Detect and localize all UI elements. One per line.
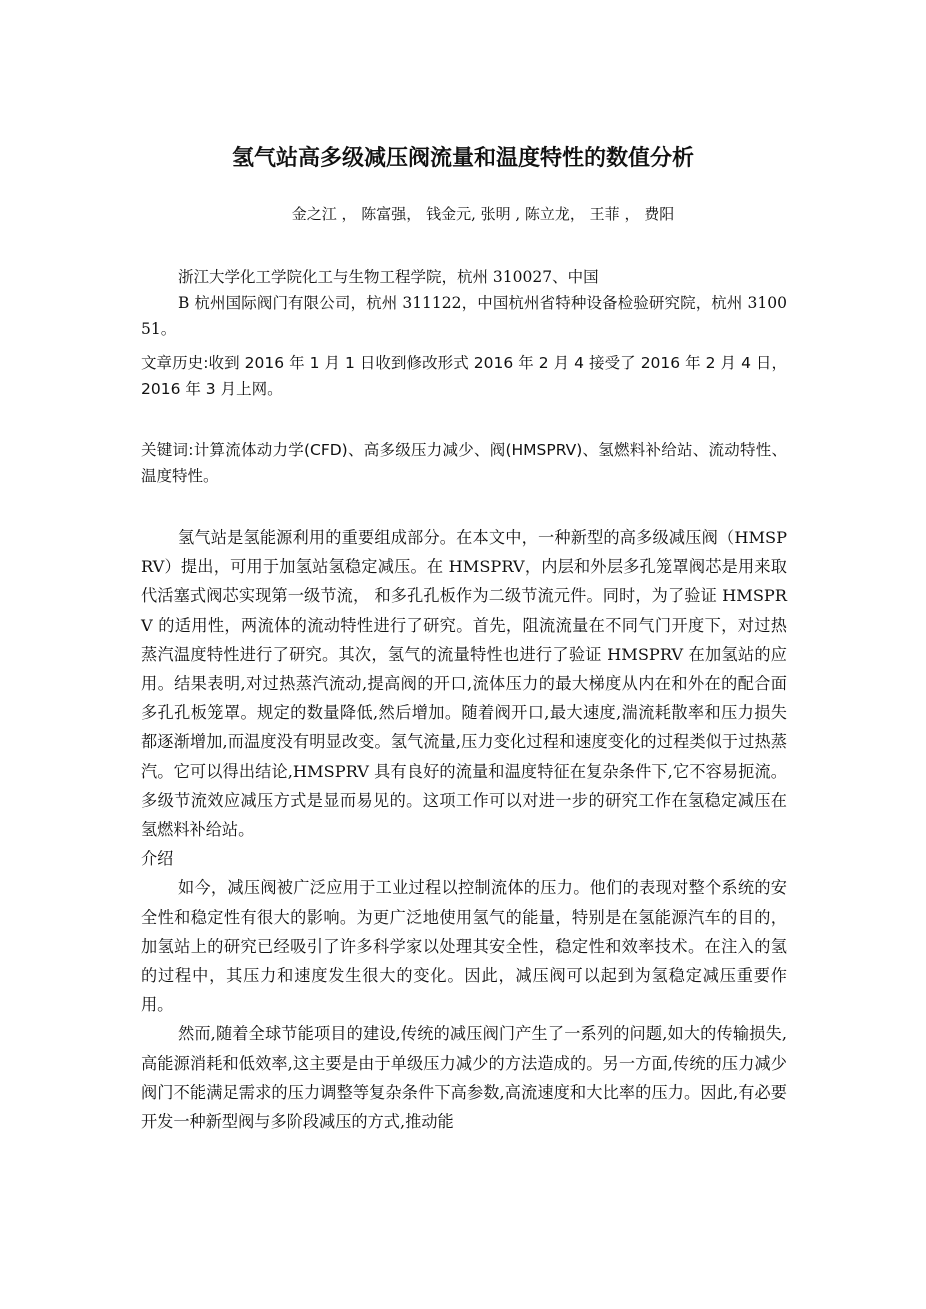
affiliations [141, 264, 787, 342]
section-heading-intro: 介绍 [141, 849, 174, 869]
affiliation-1: 浙江大学化工学院化工与生物工程学院，杭州 310027、中国 [178, 268, 599, 286]
intro-paragraph-2: 然而,随着全球节能项目的建设,传统的减压阀门产生了一系列的问题,如大的传输损失,高能源消耗和低效率,这主要是由于单级压力减少的方法造成的。另一方面,传统的压力减少阀门不能满足需求的压力调整等复杂条件下高参数,高流速度和大比率的压力。因此,有必要开发一种新型阀与多阶段减压的方式,推动能 [141, 1024, 787, 1132]
keywords: 关键词:计算流体动力学(CFD)、高多级压力减少、阀(HMSPRV)、氢燃料补给站、流动特性、温度特性。 [141, 441, 787, 485]
paper-title: 氢气站高多级减压阀流量和温度特性的数值分析 [231, 145, 694, 171]
intro-paragraph-1: 如今，减压阀被广泛应用于工业过程以控制流体的压力。他们的表现对整个系统的安全性和稳定性有很大的影响。为更广泛地使用氢气的能量，特别是在氢能源汽车的目的，加氢站上的研究已经吸引了许多科学家以处理其安全性，稳定性和效率技术。在注入的氢的过程中，其压力和速度发生很大的变化。因此，减压阀可以起到为氢稳定减压重要作用。 [141, 878, 787, 1015]
article-history: 文章历史:收到 2016 年 1 月 1 日收到修改形式 2016 年 2 月 4 接受了 2016 年 2 月 4 日，2016 年 3 月上网。 [141, 354, 787, 398]
affiliation-2: B 杭州国际阀门有限公司，杭州 311122，中国杭州省特种设备检验研究院，杭州 310051。 [141, 294, 787, 338]
abstract-paragraph: 氢气站是氢能源利用的重要组成部分。在本文中，一种新型的高多级减压阀（HMSPRV）提出，可用于加氢站氢稳定减压。在 HMSPRV，内层和外层多孔笼罩阀芯是用来取代活塞式阀芯实现第一级节流， 和多孔孔板作为二级节流元件。同时，为了验证 HMSPRV 的适用性，两流体的流动特性进行了研究。首先，阻流流量在不同气门开度下，对过热蒸汽温度特性进行了研究。其次，氢气的流量特性也进行了验证 HMSPRV 在加氢站的应用。结果表明,对过热蒸汽流动,提高阀的开口,流体压力的最大梯度从内在和外在的配合面多孔孔板笼罩。规定的数量降低,然后增加。随着阀开口,最大速度,湍流耗散率和压力损失都逐渐增加,而温度没有明显改变。氢气流量,压力变化过程和速度变化的过程类似于过热蒸汽。它可以得出结论,HMSPRV 具有良好的流量和温度特征在复杂条件下,它不容易扼流。多级节流效应减压方式是显而易见的。这项工作可以对进一步的研究工作在氢稳定减压在氢燃料补给站。 [141, 528, 787, 840]
author-list: 金之江 ， 陈富强， 钱金元, 张明 , 陈立龙， 王菲 ， 费阳 [291, 205, 675, 223]
main-text [141, 523, 787, 1136]
